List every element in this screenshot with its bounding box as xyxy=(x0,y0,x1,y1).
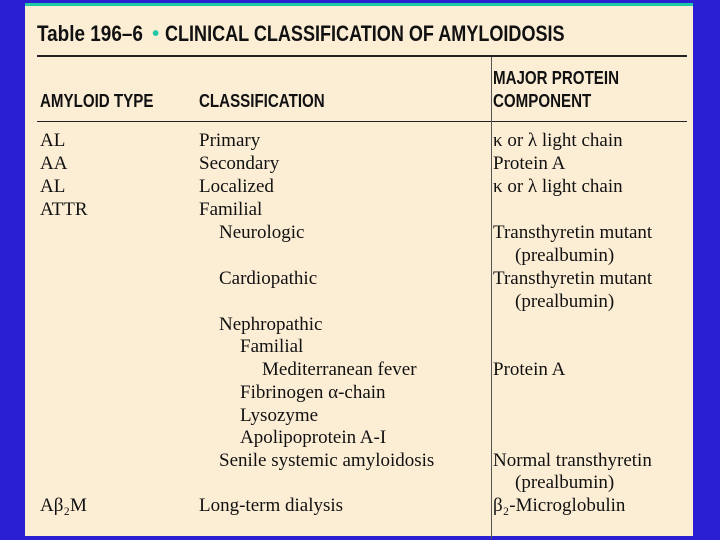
cell-protein: (prealbumin) xyxy=(515,472,615,493)
header-protein-line1: MAJOR PROTEIN xyxy=(493,68,620,88)
cell-protein: β₂-Microglobulin xyxy=(493,495,626,516)
column-divider xyxy=(491,57,492,539)
cell-classification: Apolipoprotein A-I xyxy=(240,427,387,448)
cell-classification: Familial xyxy=(240,336,304,357)
cell-protein: (prealbumin) xyxy=(515,291,615,312)
cell-classification: Nephropathic xyxy=(219,314,323,335)
table-title xyxy=(37,14,687,54)
header-amyloid-type: AMYLOID TYPE xyxy=(40,91,154,111)
cell-amyloid-type: AA xyxy=(40,153,68,174)
cell-protein: Transthyretin mutant xyxy=(493,268,653,289)
table-number: Table 196–6 xyxy=(37,21,143,46)
cell-classification: Familial xyxy=(199,199,263,220)
cell-classification: Cardiopathic xyxy=(219,268,318,289)
cell-amyloid-type: AL xyxy=(40,130,66,151)
cell-protein: κ or λ light chain xyxy=(493,130,623,151)
title-divider xyxy=(37,55,687,57)
table-heading: CLINICAL CLASSIFICATION OF AMYLOIDOSIS xyxy=(165,21,565,46)
cell-classification: Fibrinogen α-chain xyxy=(240,382,386,403)
cell-classification: Primary xyxy=(199,130,261,151)
cell-amyloid-type: ATTR xyxy=(40,199,88,220)
cell-amyloid-type: AL xyxy=(40,176,66,197)
cell-classification: Localized xyxy=(199,176,274,197)
cell-classification: Mediterranean fever xyxy=(262,359,417,380)
cell-protein: Protein A xyxy=(493,359,566,380)
cell-classification: Senile systemic amyloidosis xyxy=(219,450,435,471)
cell-protein: Transthyretin mutant xyxy=(493,222,653,243)
header-protein-line2: COMPONENT xyxy=(493,91,592,111)
cell-protein: (prealbumin) xyxy=(515,245,615,266)
cell-amyloid-type: Aβ₂M xyxy=(40,495,87,516)
cell-protein: Normal transthyretin xyxy=(493,450,652,471)
cell-protein: κ or λ light chain xyxy=(493,176,623,197)
cell-protein: Protein A xyxy=(493,153,566,174)
header-classification: CLASSIFICATION xyxy=(199,91,325,111)
cell-classification: Lysozyme xyxy=(240,405,319,426)
header-divider xyxy=(37,121,687,122)
slide xyxy=(25,3,693,536)
cell-classification: Neurologic xyxy=(219,222,305,243)
cell-classification: Secondary xyxy=(199,153,280,174)
title-bullet: • xyxy=(152,22,160,45)
cell-classification: Long-term dialysis xyxy=(199,495,344,516)
